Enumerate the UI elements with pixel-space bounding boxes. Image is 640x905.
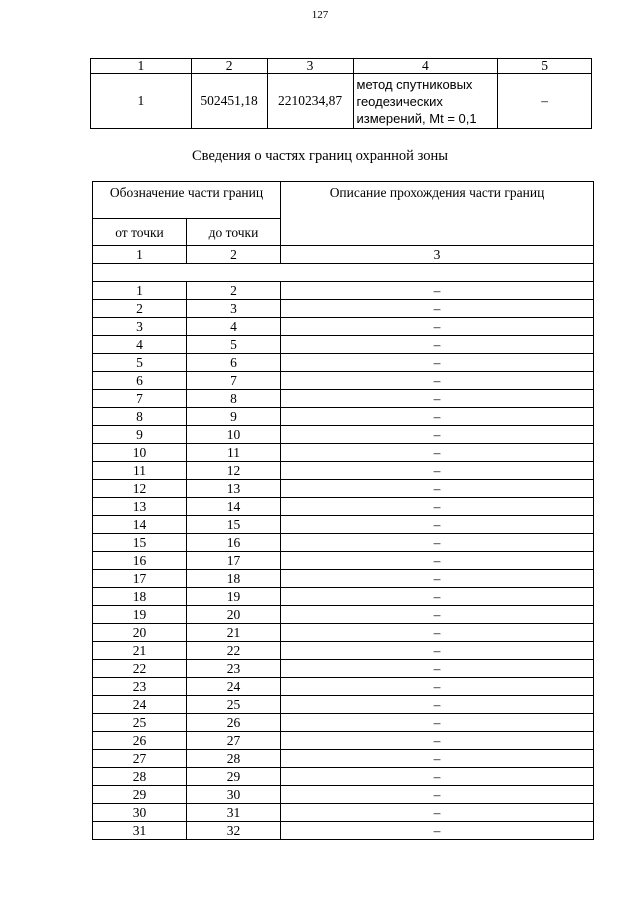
- to-point-cell: 11: [187, 444, 281, 462]
- from-point-cell: 13: [93, 498, 187, 516]
- boundary-row: [93, 534, 594, 552]
- to-point-cell: 32: [187, 822, 281, 840]
- to-point-cell: 10: [187, 426, 281, 444]
- boundary-row: [93, 390, 594, 408]
- column-numbers-row: [93, 246, 594, 264]
- boundary-row: [93, 552, 594, 570]
- description-cell: –: [498, 74, 592, 129]
- to-point-cell: 19: [187, 588, 281, 606]
- boundary-row: [93, 714, 594, 732]
- boundary-row: [93, 498, 594, 516]
- to-point-cell: 16: [187, 534, 281, 552]
- description-cell: –: [281, 552, 594, 570]
- description-cell: –: [281, 354, 594, 372]
- description-cell: –: [281, 570, 594, 588]
- from-point-cell: 12: [93, 480, 187, 498]
- from-point-cell: 27: [93, 750, 187, 768]
- from-point-cell: 26: [93, 732, 187, 750]
- to-point-cell: 9: [187, 408, 281, 426]
- column-number-1: 1: [91, 59, 192, 74]
- from-point-cell: 18: [93, 588, 187, 606]
- column-number-2: 2: [191, 59, 267, 74]
- from-point-cell: 28: [93, 768, 187, 786]
- description-cell: –: [281, 750, 594, 768]
- y-coordinate-cell: 2210234,87: [267, 74, 353, 129]
- boundary-row: [93, 588, 594, 606]
- description-cell: –: [281, 624, 594, 642]
- description-cell: –: [281, 336, 594, 354]
- boundary-row: [93, 768, 594, 786]
- boundary-row: [93, 354, 594, 372]
- to-point-cell: 2: [187, 282, 281, 300]
- to-point-cell: 12: [187, 462, 281, 480]
- boundary-row: [93, 822, 594, 840]
- from-point-cell: 7: [93, 390, 187, 408]
- boundary-row: [93, 372, 594, 390]
- from-point-cell: 5: [93, 354, 187, 372]
- to-point-cell: 25: [187, 696, 281, 714]
- coordinates-header-row: [91, 59, 592, 74]
- description-cell: –: [281, 804, 594, 822]
- description-cell: –: [281, 462, 594, 480]
- boundary-row: [93, 300, 594, 318]
- boundary-row: [93, 336, 594, 354]
- from-point-cell: 17: [93, 570, 187, 588]
- boundary-header-row: [93, 182, 594, 219]
- description-cell: –: [281, 498, 594, 516]
- description-cell: –: [281, 282, 594, 300]
- from-point-cell: 15: [93, 534, 187, 552]
- boundary-row: [93, 408, 594, 426]
- from-point-cell: 16: [93, 552, 187, 570]
- point-number-cell: 1: [91, 74, 192, 129]
- to-point-cell: 6: [187, 354, 281, 372]
- boundary-row: [93, 516, 594, 534]
- to-point-cell: 23: [187, 660, 281, 678]
- from-point-cell: 31: [93, 822, 187, 840]
- column-number-2: 2: [187, 246, 281, 264]
- boundary-parts-table: [92, 181, 594, 840]
- page-number: 127: [311, 9, 329, 21]
- from-point-cell: 2: [93, 300, 187, 318]
- boundary-row: [93, 318, 594, 336]
- to-point-cell: 8: [187, 390, 281, 408]
- boundary-row: [93, 444, 594, 462]
- description-cell: –: [281, 786, 594, 804]
- boundary-row: [93, 282, 594, 300]
- boundary-row: [93, 606, 594, 624]
- boundary-row: [93, 642, 594, 660]
- to-point-cell: 31: [187, 804, 281, 822]
- from-point-cell: 9: [93, 426, 187, 444]
- to-point-cell: 22: [187, 642, 281, 660]
- blank-cell: [93, 264, 594, 282]
- to-point-cell: 3: [187, 300, 281, 318]
- to-point-cell: 29: [187, 768, 281, 786]
- part-description-header: Описание прохождения части границ: [281, 182, 594, 246]
- description-cell: –: [281, 822, 594, 840]
- to-point-cell: 5: [187, 336, 281, 354]
- method-line: метод спутниковых: [356, 76, 473, 92]
- to-point-cell: 24: [187, 678, 281, 696]
- description-cell: –: [281, 534, 594, 552]
- from-point-cell: 24: [93, 696, 187, 714]
- from-point-cell: 29: [93, 786, 187, 804]
- description-cell: –: [281, 714, 594, 732]
- description-cell: –: [281, 390, 594, 408]
- from-point-cell: 6: [93, 372, 187, 390]
- to-point-cell: 21: [187, 624, 281, 642]
- boundary-row: [93, 804, 594, 822]
- boundary-row: [93, 696, 594, 714]
- from-point-cell: 3: [93, 318, 187, 336]
- boundary-row: [93, 624, 594, 642]
- from-point-cell: 14: [93, 516, 187, 534]
- to-point-cell: 4: [187, 318, 281, 336]
- from-point-cell: 19: [93, 606, 187, 624]
- to-point-cell: 27: [187, 732, 281, 750]
- from-point-cell: 11: [93, 462, 187, 480]
- description-cell: –: [281, 660, 594, 678]
- description-cell: –: [281, 300, 594, 318]
- from-point-cell: 1: [93, 282, 187, 300]
- boundary-row: [93, 786, 594, 804]
- from-point-cell: 8: [93, 408, 187, 426]
- boundary-row: [93, 732, 594, 750]
- coordinates-table: [90, 58, 592, 129]
- description-cell: –: [281, 588, 594, 606]
- description-cell: –: [281, 678, 594, 696]
- from-point-cell: 23: [93, 678, 187, 696]
- to-point-cell: 14: [187, 498, 281, 516]
- coordinates-row: [91, 74, 592, 129]
- to-point-cell: 28: [187, 750, 281, 768]
- boundary-row: [93, 750, 594, 768]
- from-point-cell: 25: [93, 714, 187, 732]
- from-point-header: от точки: [93, 219, 187, 246]
- to-point-header: до точки: [187, 219, 281, 246]
- description-cell: –: [281, 444, 594, 462]
- part-designation-header: Обозначение части границ: [93, 182, 281, 219]
- boundary-row: [93, 426, 594, 444]
- boundary-row: [93, 462, 594, 480]
- method-line: измерений, Mt = 0,1: [356, 110, 477, 126]
- method-cell: [353, 74, 498, 129]
- column-number-5: 5: [498, 59, 592, 74]
- description-cell: –: [281, 732, 594, 750]
- method-line: геодезических: [356, 93, 443, 109]
- to-point-cell: 18: [187, 570, 281, 588]
- description-cell: –: [281, 768, 594, 786]
- boundary-row: [93, 678, 594, 696]
- from-point-cell: 30: [93, 804, 187, 822]
- column-number-4: 4: [353, 59, 498, 74]
- boundary-row: [93, 660, 594, 678]
- column-number-3: 3: [267, 59, 353, 74]
- description-cell: –: [281, 426, 594, 444]
- to-point-cell: 13: [187, 480, 281, 498]
- from-point-cell: 22: [93, 660, 187, 678]
- to-point-cell: 7: [187, 372, 281, 390]
- to-point-cell: 26: [187, 714, 281, 732]
- to-point-cell: 30: [187, 786, 281, 804]
- description-cell: –: [281, 372, 594, 390]
- description-cell: –: [281, 408, 594, 426]
- boundary-row: [93, 570, 594, 588]
- description-cell: –: [281, 480, 594, 498]
- column-number-3: 3: [281, 246, 594, 264]
- column-number-1: 1: [93, 246, 187, 264]
- description-cell: –: [281, 696, 594, 714]
- boundary-row: [93, 480, 594, 498]
- x-coordinate-cell: 502451,18: [191, 74, 267, 129]
- description-cell: –: [281, 606, 594, 624]
- section-caption: Сведения о частях границ охранной зоны: [192, 148, 448, 164]
- to-point-cell: 20: [187, 606, 281, 624]
- to-point-cell: 17: [187, 552, 281, 570]
- description-cell: –: [281, 516, 594, 534]
- description-cell: –: [281, 318, 594, 336]
- from-point-cell: 21: [93, 642, 187, 660]
- blank-row: [93, 264, 594, 282]
- to-point-cell: 15: [187, 516, 281, 534]
- description-cell: –: [281, 642, 594, 660]
- from-point-cell: 4: [93, 336, 187, 354]
- from-point-cell: 10: [93, 444, 187, 462]
- from-point-cell: 20: [93, 624, 187, 642]
